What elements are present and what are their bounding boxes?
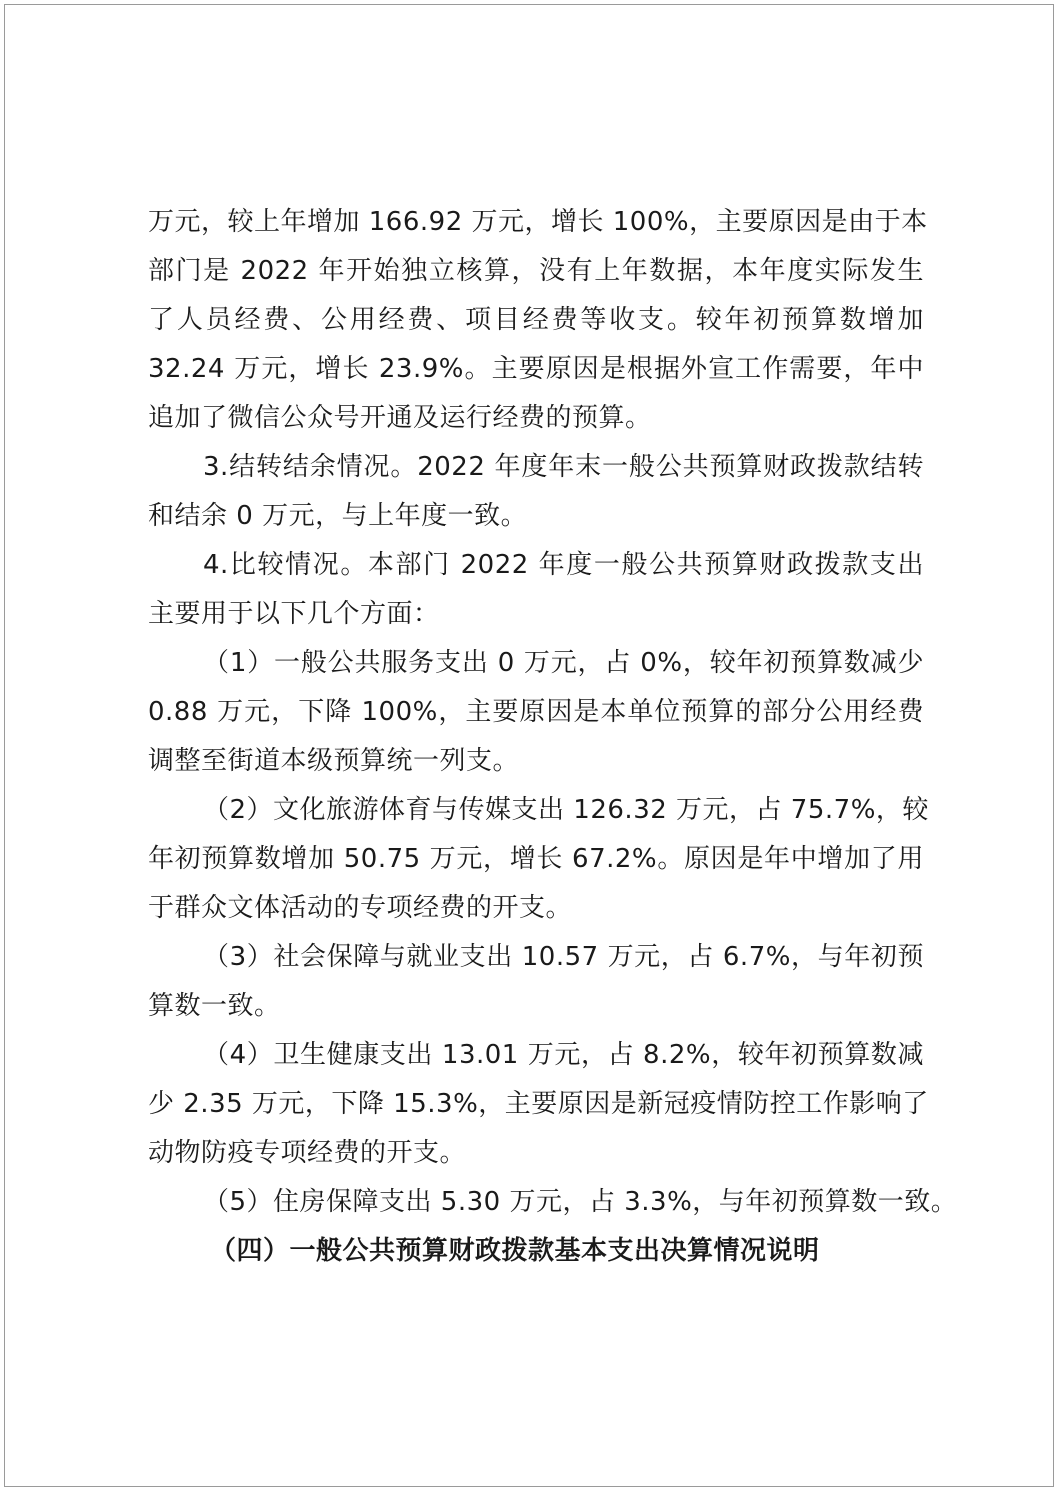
document-body: [148, 198, 958, 1276]
paragraph-line: （1）一般公共服务支出 0 万元，占 0%，较年初预算数减少: [203, 648, 924, 678]
paragraph-line: 年初预算数增加 50.75 万元，增长 67.2%。原因是年中增加了用: [148, 844, 924, 874]
paragraph-line: 32.24 万元，增长 23.9%。主要原因是根据外宣工作需要，年中: [148, 354, 924, 384]
paragraph-line: 算数一致。: [148, 991, 281, 1021]
paragraph-line: （4）卫生健康支出 13.01 万元，占 8.2%，较年初预算数减: [203, 1040, 924, 1070]
paragraph-line: （3）社会保障与就业支出 10.57 万元，占 6.7%，与年初预: [203, 942, 924, 972]
section-heading: （四）一般公共预算财政拨款基本支出决算情况说明: [210, 1236, 820, 1266]
paragraph-line: 4.比较情况。本部门 2022 年度一般公共预算财政拨款支出: [203, 550, 924, 580]
paragraph-line: 追加了微信公众号开通及运行经费的预算。: [148, 403, 652, 433]
paragraph-line: 少 2.35 万元，下降 15.3%，主要原因是新冠疫情防控工作影响了: [148, 1089, 929, 1119]
paragraph-line: 万元，较上年增加 166.92 万元，增长 100%，主要原因是由于本: [148, 207, 928, 237]
paragraph-line: 动物防疫专项经费的开支。: [148, 1138, 467, 1168]
paragraph-line: （5）住房保障支出 5.30 万元，占 3.3%，与年初预算数一致。: [203, 1187, 958, 1217]
paragraph-line: 于群众文体活动的专项经费的开支。: [148, 893, 573, 923]
paragraph-line: 和结余 0 万元，与上年度一致。: [148, 501, 528, 531]
paragraph-line: 了人员经费、公用经费、项目经费等收支。较年初预算数增加: [148, 305, 924, 335]
paragraph-line: （2）文化旅游体育与传媒支出 126.32 万元，占 75.7%，较: [203, 795, 929, 825]
paragraph-line: 主要用于以下几个方面：: [148, 599, 440, 629]
paragraph-line: 3.结转结余情况。2022 年度年末一般公共预算财政拨款结转: [203, 452, 924, 482]
paragraph-line: 调整至街道本级预算统一列支。: [148, 746, 520, 776]
paragraph-line: 0.88 万元，下降 100%，主要原因是本单位预算的部分公用经费: [148, 697, 924, 727]
paragraph-line: 部门是 2022 年开始独立核算，没有上年数据，本年度实际发生: [148, 256, 924, 286]
